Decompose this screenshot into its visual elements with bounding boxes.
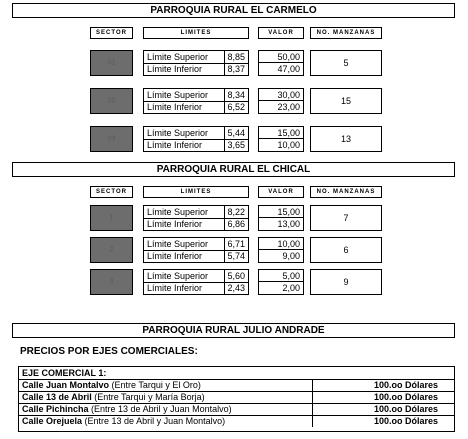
upper-limit-value: 8,34 — [224, 89, 248, 101]
eje-title: EJE COMERCIAL 1: — [22, 368, 107, 378]
upper-limit-value: 6,71 — [224, 238, 248, 250]
lower-limit-label: Límite Inferior — [147, 140, 203, 150]
lower-limit-value: 6,52 — [224, 101, 248, 113]
value-upper: 5,00 — [259, 270, 303, 282]
value-upper: 50,00 — [259, 51, 303, 63]
lower-limit-label: Límite Inferior — [147, 102, 203, 112]
upper-limit-label: Límite Superior — [147, 90, 209, 100]
upper-limit-value: 5,44 — [224, 127, 248, 139]
sector-box — [90, 88, 133, 114]
sector-box — [90, 269, 133, 295]
street-name: Calle 13 de Abril — [22, 392, 92, 402]
table-row — [19, 403, 454, 415]
value-upper: 10,00 — [259, 238, 303, 250]
value-upper: 30,00 — [259, 89, 303, 101]
upper-limit-value: 8,22 — [224, 206, 248, 218]
price: 100.oo Dólares — [312, 380, 454, 391]
value-box — [258, 205, 304, 231]
upper-limit-value: 8,85 — [224, 51, 248, 63]
sector-box — [90, 50, 133, 76]
value-box — [258, 126, 304, 152]
value-lower: 9,00 — [282, 251, 300, 261]
table-row — [19, 391, 454, 403]
header-sector: SECTOR — [90, 27, 133, 39]
sector-code: 03 — [107, 135, 116, 143]
sector-box — [90, 205, 133, 231]
header-sector: SECTOR — [90, 186, 133, 198]
lower-limit-label: Límite Inferior — [147, 251, 203, 261]
sector-code: 2 — [109, 246, 114, 254]
upper-limit-label: Límite Superior — [147, 52, 209, 62]
upper-limit-value: 5,60 — [224, 270, 248, 282]
upper-limit-label: Límite Superior — [147, 239, 209, 249]
value-lower: 10,00 — [277, 140, 300, 150]
sector-box — [90, 126, 133, 152]
sector-code: 01 — [107, 59, 116, 67]
header-limites: LIMITES — [143, 186, 249, 198]
header-valor: VALOR — [258, 186, 304, 198]
street-detail: (Entre 13 de Abril y Juan Montalvo) — [88, 404, 232, 414]
table-row — [19, 379, 454, 391]
value-lower: 47,00 — [277, 64, 300, 74]
table-row — [19, 415, 454, 427]
header-manzanas: NO. MANZANAS — [310, 186, 382, 198]
value-upper: 15,00 — [259, 206, 303, 218]
upper-limit-label: Límite Superior — [147, 128, 209, 138]
manzanas-count: 7 — [310, 205, 382, 231]
upper-limit-label: Límite Superior — [147, 207, 209, 217]
limits-box — [143, 237, 249, 263]
value-box — [258, 50, 304, 76]
lower-limit-label: Límite Inferior — [147, 283, 203, 293]
value-box — [258, 237, 304, 263]
sector-code: 3 — [109, 278, 114, 286]
sector-code: 02 — [107, 97, 116, 105]
lower-limit-value: 3,65 — [224, 139, 248, 151]
lower-limit-label: Límite Inferior — [147, 219, 203, 229]
manzanas-count: 9 — [310, 269, 382, 295]
header-manzanas: NO. MANZANAS — [310, 27, 382, 39]
header-valor: VALOR — [258, 27, 304, 39]
price: 100.oo Dólares — [312, 392, 454, 403]
precios-heading: PRECIOS POR EJES COMERCIALES: — [20, 346, 198, 357]
lower-limit-value: 2,43 — [224, 282, 248, 294]
limits-box — [143, 269, 249, 295]
price: 100.oo Dólares — [312, 416, 454, 427]
value-box — [258, 88, 304, 114]
value-lower: 2,00 — [282, 283, 300, 293]
limits-box — [143, 88, 249, 114]
section-title-julio-andrade: PARROQUIA RURAL JULIO ANDRADE — [12, 323, 455, 338]
street-detail: (Entre Tarqui y El Oro) — [109, 380, 201, 390]
street-detail: (Entre Tarqui y María Borja) — [91, 392, 205, 402]
section-title-el-carmelo: PARROQUIA RURAL EL CARMELO — [12, 3, 455, 18]
value-lower: 13,00 — [277, 219, 300, 229]
value-box — [258, 269, 304, 295]
lower-limit-value: 8,37 — [224, 63, 248, 75]
value-lower: 23,00 — [277, 102, 300, 112]
limits-box — [143, 205, 249, 231]
lower-limit-value: 5,74 — [224, 250, 248, 262]
lower-limit-value: 6,86 — [224, 218, 248, 230]
ejes-comerciales-table — [18, 366, 455, 432]
limits-box — [143, 50, 249, 76]
manzanas-count: 6 — [310, 237, 382, 263]
street-name: Calle Pichincha — [22, 404, 89, 414]
price: 100.oo Dólares — [312, 404, 454, 415]
upper-limit-label: Límite Superior — [147, 271, 209, 281]
limits-box — [143, 126, 249, 152]
sector-code: 1 — [109, 214, 114, 222]
header-limites: LIMITES — [143, 27, 249, 39]
manzanas-count: 15 — [310, 88, 382, 114]
manzanas-count: 13 — [310, 126, 382, 152]
street-name: Calle Orejuela — [22, 416, 83, 426]
sector-box — [90, 237, 133, 263]
section-title-el-chical: PARROQUIA RURAL EL CHICAL — [12, 162, 455, 177]
lower-limit-label: Límite Inferior — [147, 64, 203, 74]
value-upper: 15,00 — [259, 127, 303, 139]
manzanas-count: 5 — [310, 50, 382, 76]
street-detail: (Entre 13 de Abril y Juan Montalvo) — [82, 416, 226, 426]
street-name: Calle Juan Montalvo — [22, 380, 110, 390]
